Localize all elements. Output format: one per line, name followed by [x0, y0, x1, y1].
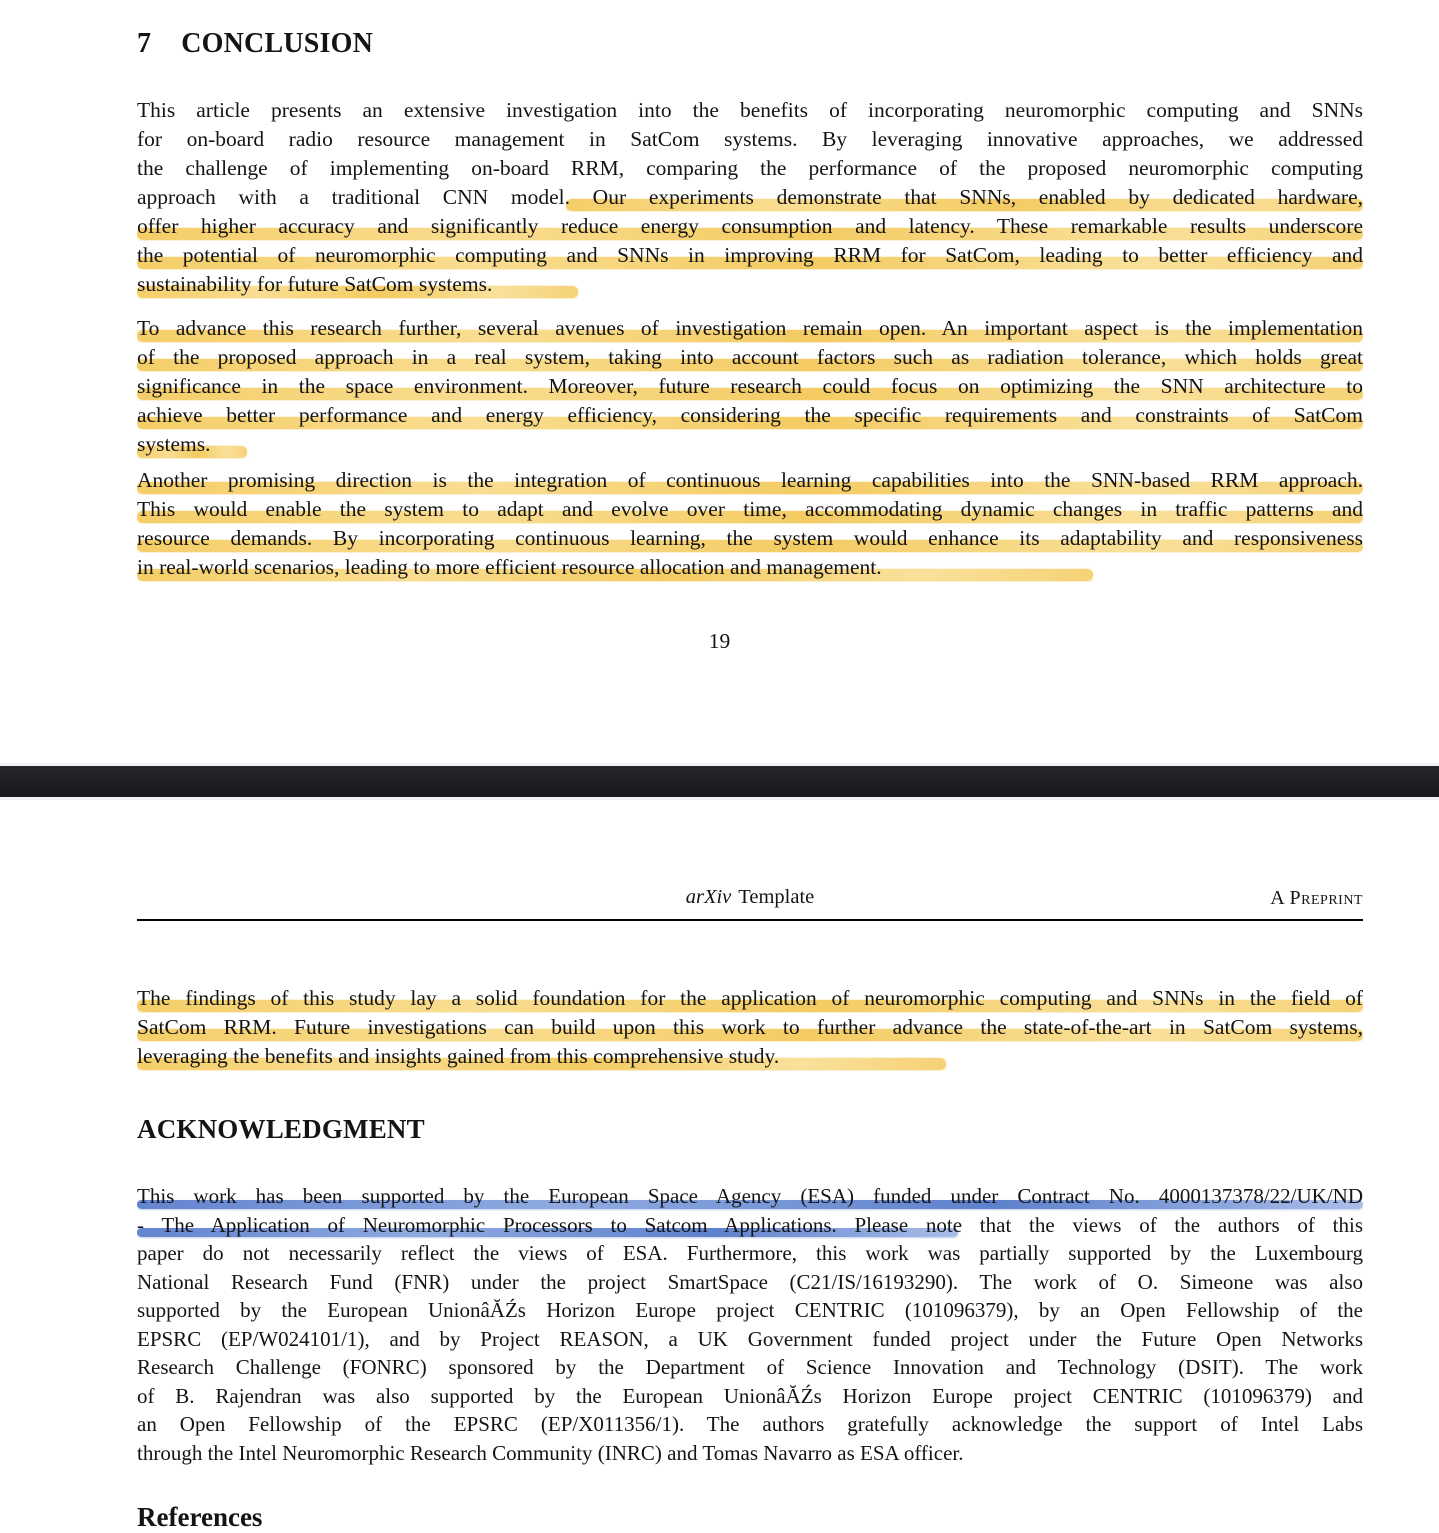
text-line	[137, 343, 1363, 372]
line-text: Research Challenge (FONRC) sponsored by the Department of Science Innovation and Technology (DSIT). The work	[137, 1355, 1363, 1379]
acknowledgment-paragraph	[137, 1182, 1363, 1467]
text-line	[137, 984, 1363, 1013]
text-line	[137, 183, 1363, 212]
text-line	[137, 154, 1363, 183]
text-line	[137, 270, 1363, 299]
line-text: National Research Fund (FNR) under the project SmartSpace (C21/IS/16193290). The work of O. Simeone was also	[137, 1269, 1363, 1294]
running-header	[137, 886, 1363, 916]
line-text: offer higher accuracy and significantly reduce energy consumption and latency. These remarkable results underscore	[137, 214, 1363, 238]
line-text: of B. Rajendran was also supported by the European UnionâĂŹs Horizon Europe project CENTRIC (101096379) and	[137, 1383, 1363, 1408]
text-line	[137, 96, 1363, 125]
references-heading: References	[137, 1502, 263, 1532]
conclusion-section-heading	[137, 28, 1363, 60]
text-line	[137, 1325, 1363, 1354]
line-text: an Open Fellowship of the EPSRC (EP/X011356/1). The authors gratefully acknowledge the support of Intel Labs	[137, 1412, 1363, 1436]
page-separator-bar	[0, 763, 1439, 800]
line-text: approach with a traditional CNN model. Our experiments demonstrate that SNNs, enabled by dedicated hardware,	[137, 185, 1363, 209]
section-number: 7	[137, 28, 152, 59]
text-line	[137, 466, 1363, 495]
text-line	[137, 401, 1363, 430]
text-line	[137, 1439, 1363, 1468]
text-line	[137, 1382, 1363, 1411]
preprint-label: A Preprint	[1270, 887, 1363, 909]
line-text: of the proposed approach in a real system, taking into account factors such as radiation tolerance, which holds great	[137, 345, 1363, 369]
text-line	[137, 1353, 1363, 1382]
text-line	[137, 125, 1363, 154]
conclusion-paragraph-1	[137, 96, 1363, 299]
header-rule	[137, 919, 1363, 921]
template-label: Template	[738, 886, 815, 908]
line-text: the challenge of implementing on-board RRM, comparing the performance of the proposed neuromorphic computing	[137, 156, 1363, 180]
text-line	[137, 495, 1363, 524]
line-text: sustainability for future SatCom systems.	[137, 272, 493, 296]
line-text: This article presents an extensive investigation into the benefits of incorporating neuromorphic computing and SNNs	[137, 98, 1363, 122]
line-text: resource demands. By incorporating continuous learning, the system would enhance its adaptability and responsiveness	[137, 526, 1363, 550]
acknowledgment-heading: ACKNOWLEDGMENT	[137, 1114, 425, 1144]
line-text: The findings of this study lay a solid foundation for the application of neuromorphic computing and SNNs in the field of	[137, 986, 1363, 1010]
text-line	[137, 1268, 1363, 1297]
text-line	[137, 1410, 1363, 1439]
text-line	[137, 1042, 1363, 1071]
line-text: through the Intel Neuromorphic Research Community (INRC) and Tomas Navarro as ESA officer.	[137, 1440, 964, 1465]
line-text: achieve better performance and energy efficiency, considering the specific requirements and constraints of SatCom	[137, 403, 1363, 427]
text-line	[137, 1296, 1363, 1325]
line-text: This work has been supported by the European Space Agency (ESA) funded under Contract No. 4000137378/22/UK/ND	[137, 1184, 1363, 1208]
line-text: in real-world scenarios, leading to more efficient resource allocation and management.	[137, 555, 882, 579]
text-line	[137, 1013, 1363, 1042]
conclusion-paragraph-4	[137, 984, 1363, 1071]
line-text: for on-board radio resource management in SatCom systems. By leveraging innovative approaches, we addressed	[137, 127, 1363, 151]
text-line	[137, 314, 1363, 343]
line-text: EPSRC (EP/W024101/1), and by Project REASON, a UK Government funded project under the Future Open Networks	[137, 1326, 1363, 1351]
conclusion-paragraph-2	[137, 314, 1363, 459]
page-number: 19	[708, 629, 731, 653]
line-text: - The Application of Neuromorphic Processors to Satcom Applications. Please note that the views of the authors of this	[137, 1212, 1363, 1237]
line-text: This would enable the system to adapt and evolve over time, accommodating dynamic changes in traffic patterns and	[137, 497, 1363, 521]
text-line	[137, 1239, 1363, 1268]
text-line	[137, 1211, 1363, 1240]
text-line	[137, 553, 1363, 582]
text-line	[137, 241, 1363, 270]
line-text: the potential of neuromorphic computing and SNNs in improving RRM for SatCom, leading to better efficiency and	[137, 243, 1363, 267]
line-text: significance in the space environment. Moreover, future research could focus on optimizing the SNN architecture to	[137, 374, 1363, 398]
line-text: supported by the European UnionâĂŹs Horizon Europe project CENTRIC (101096379), by an Open Fellowship of the	[137, 1298, 1363, 1322]
text-line	[137, 524, 1363, 553]
line-text: SatCom RRM. Future investigations can build upon this work to further advance the state-of-the-art in SatCom systems,	[137, 1015, 1363, 1039]
text-line	[137, 1182, 1363, 1211]
line-text: Another promising direction is the integration of continuous learning capabilities into the SNN-based RRM approach.	[137, 468, 1363, 492]
text-line	[137, 212, 1363, 241]
line-text: systems.	[137, 432, 211, 456]
text-line	[137, 372, 1363, 401]
conclusion-paragraph-3	[137, 466, 1363, 582]
running-header-title	[137, 886, 1363, 909]
line-text: paper do not necessarily reflect the views of ESA. Furthermore, this work was partially supported by the Luxembourg	[137, 1241, 1363, 1265]
arxiv-label: arXiv	[685, 886, 732, 908]
line-text: leveraging the benefits and insights gained from this comprehensive study.	[137, 1044, 780, 1068]
section-title: CONCLUSION	[181, 28, 374, 59]
line-text: To advance this research further, several avenues of investigation remain open. An important aspect is the implementation	[137, 316, 1363, 340]
text-line	[137, 430, 1363, 459]
